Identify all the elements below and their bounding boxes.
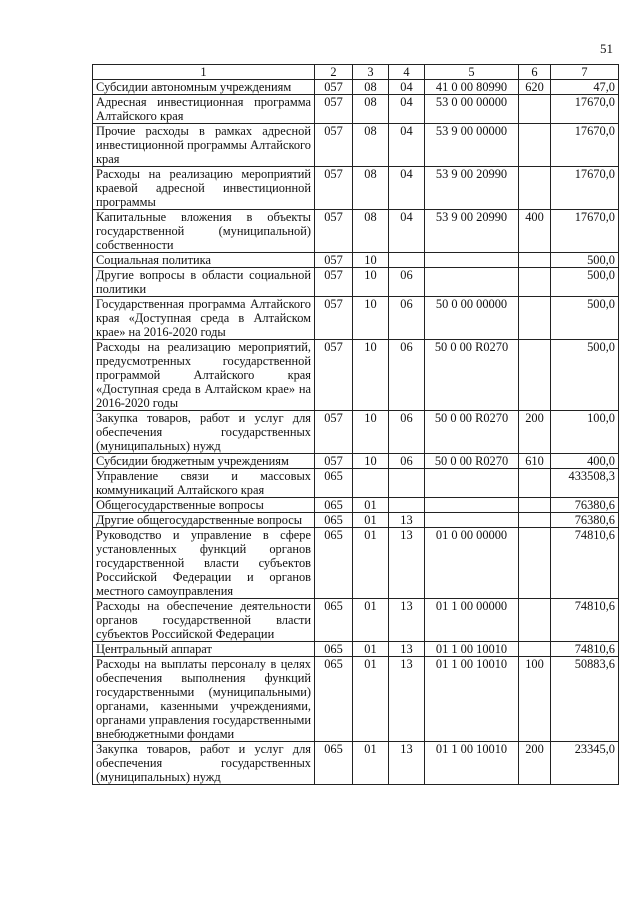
admin-code-cell: 065 <box>315 528 353 599</box>
amount-cell: 76380,6 <box>551 513 619 528</box>
section-cell: 08 <box>353 124 389 167</box>
table-row <box>93 454 619 469</box>
table-row <box>93 124 619 167</box>
table-row <box>93 167 619 210</box>
target-article-cell: 01 1 00 00000 <box>425 599 519 642</box>
header-row <box>93 65 619 80</box>
expense-type-cell <box>519 95 551 124</box>
amount-cell: 17670,0 <box>551 210 619 253</box>
expense-type-cell: 200 <box>519 742 551 785</box>
section-cell: 08 <box>353 167 389 210</box>
section-cell: 10 <box>353 268 389 297</box>
subsection-cell: 13 <box>389 599 425 642</box>
expense-type-cell: 620 <box>519 80 551 95</box>
admin-code-cell: 057 <box>315 167 353 210</box>
target-article-cell <box>425 469 519 498</box>
expense-type-cell <box>519 268 551 297</box>
table-row <box>93 210 619 253</box>
amount-cell: 500,0 <box>551 268 619 297</box>
page-number: 51 <box>600 41 613 56</box>
target-article-cell <box>425 513 519 528</box>
budget-table <box>92 64 619 785</box>
amount-cell: 500,0 <box>551 340 619 411</box>
target-article-cell: 01 0 00 00000 <box>425 528 519 599</box>
column-header: 5 <box>425 65 519 80</box>
admin-code-cell: 057 <box>315 268 353 297</box>
admin-code-cell: 057 <box>315 454 353 469</box>
amount-cell: 50883,6 <box>551 657 619 742</box>
description-cell: Расходы на обеспечение деятельности органов государственной власти субъектов Российской Федерации <box>93 599 315 642</box>
admin-code-cell: 057 <box>315 340 353 411</box>
amount-cell: 76380,6 <box>551 498 619 513</box>
amount-cell: 74810,6 <box>551 642 619 657</box>
subsection-cell: 13 <box>389 657 425 742</box>
description-cell: Другие общегосударственные вопросы <box>93 513 315 528</box>
amount-cell: 17670,0 <box>551 124 619 167</box>
description-cell: Социальная политика <box>93 253 315 268</box>
expense-type-cell <box>519 469 551 498</box>
description-cell: Расходы на реализацию мероприятий краевой адресной инвестиционной программы <box>93 167 315 210</box>
target-article-cell: 50 0 00 R0270 <box>425 454 519 469</box>
expense-type-cell <box>519 167 551 210</box>
table-row <box>93 657 619 742</box>
amount-cell: 74810,6 <box>551 528 619 599</box>
amount-cell: 500,0 <box>551 297 619 340</box>
expense-type-cell <box>519 297 551 340</box>
description-cell: Другие вопросы в области социальной политики <box>93 268 315 297</box>
table-row <box>93 498 619 513</box>
expense-type-cell <box>519 513 551 528</box>
amount-cell: 17670,0 <box>551 95 619 124</box>
table-row <box>93 340 619 411</box>
column-header: 6 <box>519 65 551 80</box>
subsection-cell: 13 <box>389 642 425 657</box>
amount-cell: 400,0 <box>551 454 619 469</box>
admin-code-cell: 057 <box>315 297 353 340</box>
expense-type-cell <box>519 599 551 642</box>
target-article-cell: 01 1 00 10010 <box>425 742 519 785</box>
subsection-cell <box>389 469 425 498</box>
amount-cell: 74810,6 <box>551 599 619 642</box>
expense-type-cell: 610 <box>519 454 551 469</box>
subsection-cell: 06 <box>389 297 425 340</box>
subsection-cell <box>389 253 425 268</box>
column-header: 3 <box>353 65 389 80</box>
subsection-cell: 06 <box>389 454 425 469</box>
amount-cell: 433508,3 <box>551 469 619 498</box>
column-header: 2 <box>315 65 353 80</box>
subsection-cell: 04 <box>389 80 425 95</box>
table-row <box>93 411 619 454</box>
target-article-cell: 53 9 00 20990 <box>425 167 519 210</box>
amount-cell: 17670,0 <box>551 167 619 210</box>
section-cell <box>353 469 389 498</box>
section-cell: 08 <box>353 95 389 124</box>
subsection-cell: 04 <box>389 95 425 124</box>
section-cell: 01 <box>353 642 389 657</box>
admin-code-cell: 057 <box>315 124 353 167</box>
description-cell: Субсидии автономным учреждениям <box>93 80 315 95</box>
subsection-cell: 06 <box>389 411 425 454</box>
target-article-cell: 01 1 00 10010 <box>425 657 519 742</box>
admin-code-cell: 065 <box>315 469 353 498</box>
expense-type-cell <box>519 340 551 411</box>
section-cell: 10 <box>353 297 389 340</box>
section-cell: 01 <box>353 742 389 785</box>
description-cell: Прочие расходы в рамках адресной инвестиционной программы Алтайского края <box>93 124 315 167</box>
amount-cell: 500,0 <box>551 253 619 268</box>
description-cell: Руководство и управление в сфере установленных функций органов государственной власти субъектов Российской Федерации и органов местного самоуправления <box>93 528 315 599</box>
admin-code-cell: 065 <box>315 657 353 742</box>
section-cell: 08 <box>353 80 389 95</box>
column-header: 7 <box>551 65 619 80</box>
table-row <box>93 742 619 785</box>
target-article-cell <box>425 268 519 297</box>
table-row <box>93 253 619 268</box>
description-cell: Закупка товаров, работ и услуг для обеспечения государственных (муниципальных) нужд <box>93 742 315 785</box>
description-cell: Капитальные вложения в объекты государственной (муниципальной) собственности <box>93 210 315 253</box>
admin-code-cell: 057 <box>315 80 353 95</box>
section-cell: 10 <box>353 411 389 454</box>
subsection-cell: 06 <box>389 268 425 297</box>
expense-type-cell: 200 <box>519 411 551 454</box>
target-article-cell: 41 0 00 80990 <box>425 80 519 95</box>
admin-code-cell: 065 <box>315 513 353 528</box>
table-row <box>93 297 619 340</box>
target-article-cell: 53 9 00 00000 <box>425 124 519 167</box>
description-cell: Центральный аппарат <box>93 642 315 657</box>
admin-code-cell: 057 <box>315 210 353 253</box>
expense-type-cell <box>519 528 551 599</box>
section-cell: 01 <box>353 599 389 642</box>
section-cell: 10 <box>353 253 389 268</box>
target-article-cell <box>425 498 519 513</box>
subsection-cell: 04 <box>389 210 425 253</box>
column-header: 4 <box>389 65 425 80</box>
description-cell: Адресная инвестиционная программа Алтайского края <box>93 95 315 124</box>
subsection-cell: 13 <box>389 742 425 785</box>
subsection-cell: 04 <box>389 167 425 210</box>
table-row <box>93 642 619 657</box>
amount-cell: 47,0 <box>551 80 619 95</box>
expense-type-cell <box>519 642 551 657</box>
target-article-cell: 50 0 00 00000 <box>425 297 519 340</box>
section-cell: 10 <box>353 340 389 411</box>
subsection-cell <box>389 498 425 513</box>
description-cell: Субсидии бюджетным учреждениям <box>93 454 315 469</box>
target-article-cell: 01 1 00 10010 <box>425 642 519 657</box>
table-row <box>93 80 619 95</box>
subsection-cell: 13 <box>389 513 425 528</box>
expense-type-cell <box>519 498 551 513</box>
expense-type-cell: 400 <box>519 210 551 253</box>
table-row <box>93 513 619 528</box>
admin-code-cell: 065 <box>315 742 353 785</box>
amount-cell: 23345,0 <box>551 742 619 785</box>
table-row <box>93 528 619 599</box>
admin-code-cell: 065 <box>315 642 353 657</box>
admin-code-cell: 057 <box>315 411 353 454</box>
expense-type-cell: 100 <box>519 657 551 742</box>
admin-code-cell: 057 <box>315 95 353 124</box>
description-cell: Общегосударственные вопросы <box>93 498 315 513</box>
section-cell: 10 <box>353 454 389 469</box>
target-article-cell <box>425 253 519 268</box>
expense-type-cell <box>519 253 551 268</box>
description-cell: Расходы на реализацию мероприятий, предусмотренных государственной программой Алтайского края «Доступная среда в Алтайском крае» на 2016-2020 годы <box>93 340 315 411</box>
table-row <box>93 95 619 124</box>
subsection-cell: 04 <box>389 124 425 167</box>
table-row <box>93 469 619 498</box>
subsection-cell: 06 <box>389 340 425 411</box>
section-cell: 01 <box>353 657 389 742</box>
admin-code-cell: 057 <box>315 253 353 268</box>
description-cell: Закупка товаров, работ и услуг для обеспечения государственных (муниципальных) нужд <box>93 411 315 454</box>
subsection-cell: 13 <box>389 528 425 599</box>
target-article-cell: 50 0 00 R0270 <box>425 340 519 411</box>
amount-cell: 100,0 <box>551 411 619 454</box>
expense-type-cell <box>519 124 551 167</box>
section-cell: 08 <box>353 210 389 253</box>
table-row <box>93 268 619 297</box>
description-cell: Расходы на выплаты персоналу в целях обеспечения выполнения функций государственными (муниципальными) органами, казенными учреждениями, органами управления государственными внебюджетными фондами <box>93 657 315 742</box>
target-article-cell: 53 0 00 00000 <box>425 95 519 124</box>
description-cell: Управление связи и массовых коммуникаций Алтайского края <box>93 469 315 498</box>
description-cell: Государственная программа Алтайского края «Доступная среда в Алтайском крае» на 2016-2020 годы <box>93 297 315 340</box>
admin-code-cell: 065 <box>315 498 353 513</box>
column-header: 1 <box>93 65 315 80</box>
section-cell: 01 <box>353 498 389 513</box>
target-article-cell: 53 9 00 20990 <box>425 210 519 253</box>
section-cell: 01 <box>353 513 389 528</box>
target-article-cell: 50 0 00 R0270 <box>425 411 519 454</box>
section-cell: 01 <box>353 528 389 599</box>
table-row <box>93 599 619 642</box>
admin-code-cell: 065 <box>315 599 353 642</box>
